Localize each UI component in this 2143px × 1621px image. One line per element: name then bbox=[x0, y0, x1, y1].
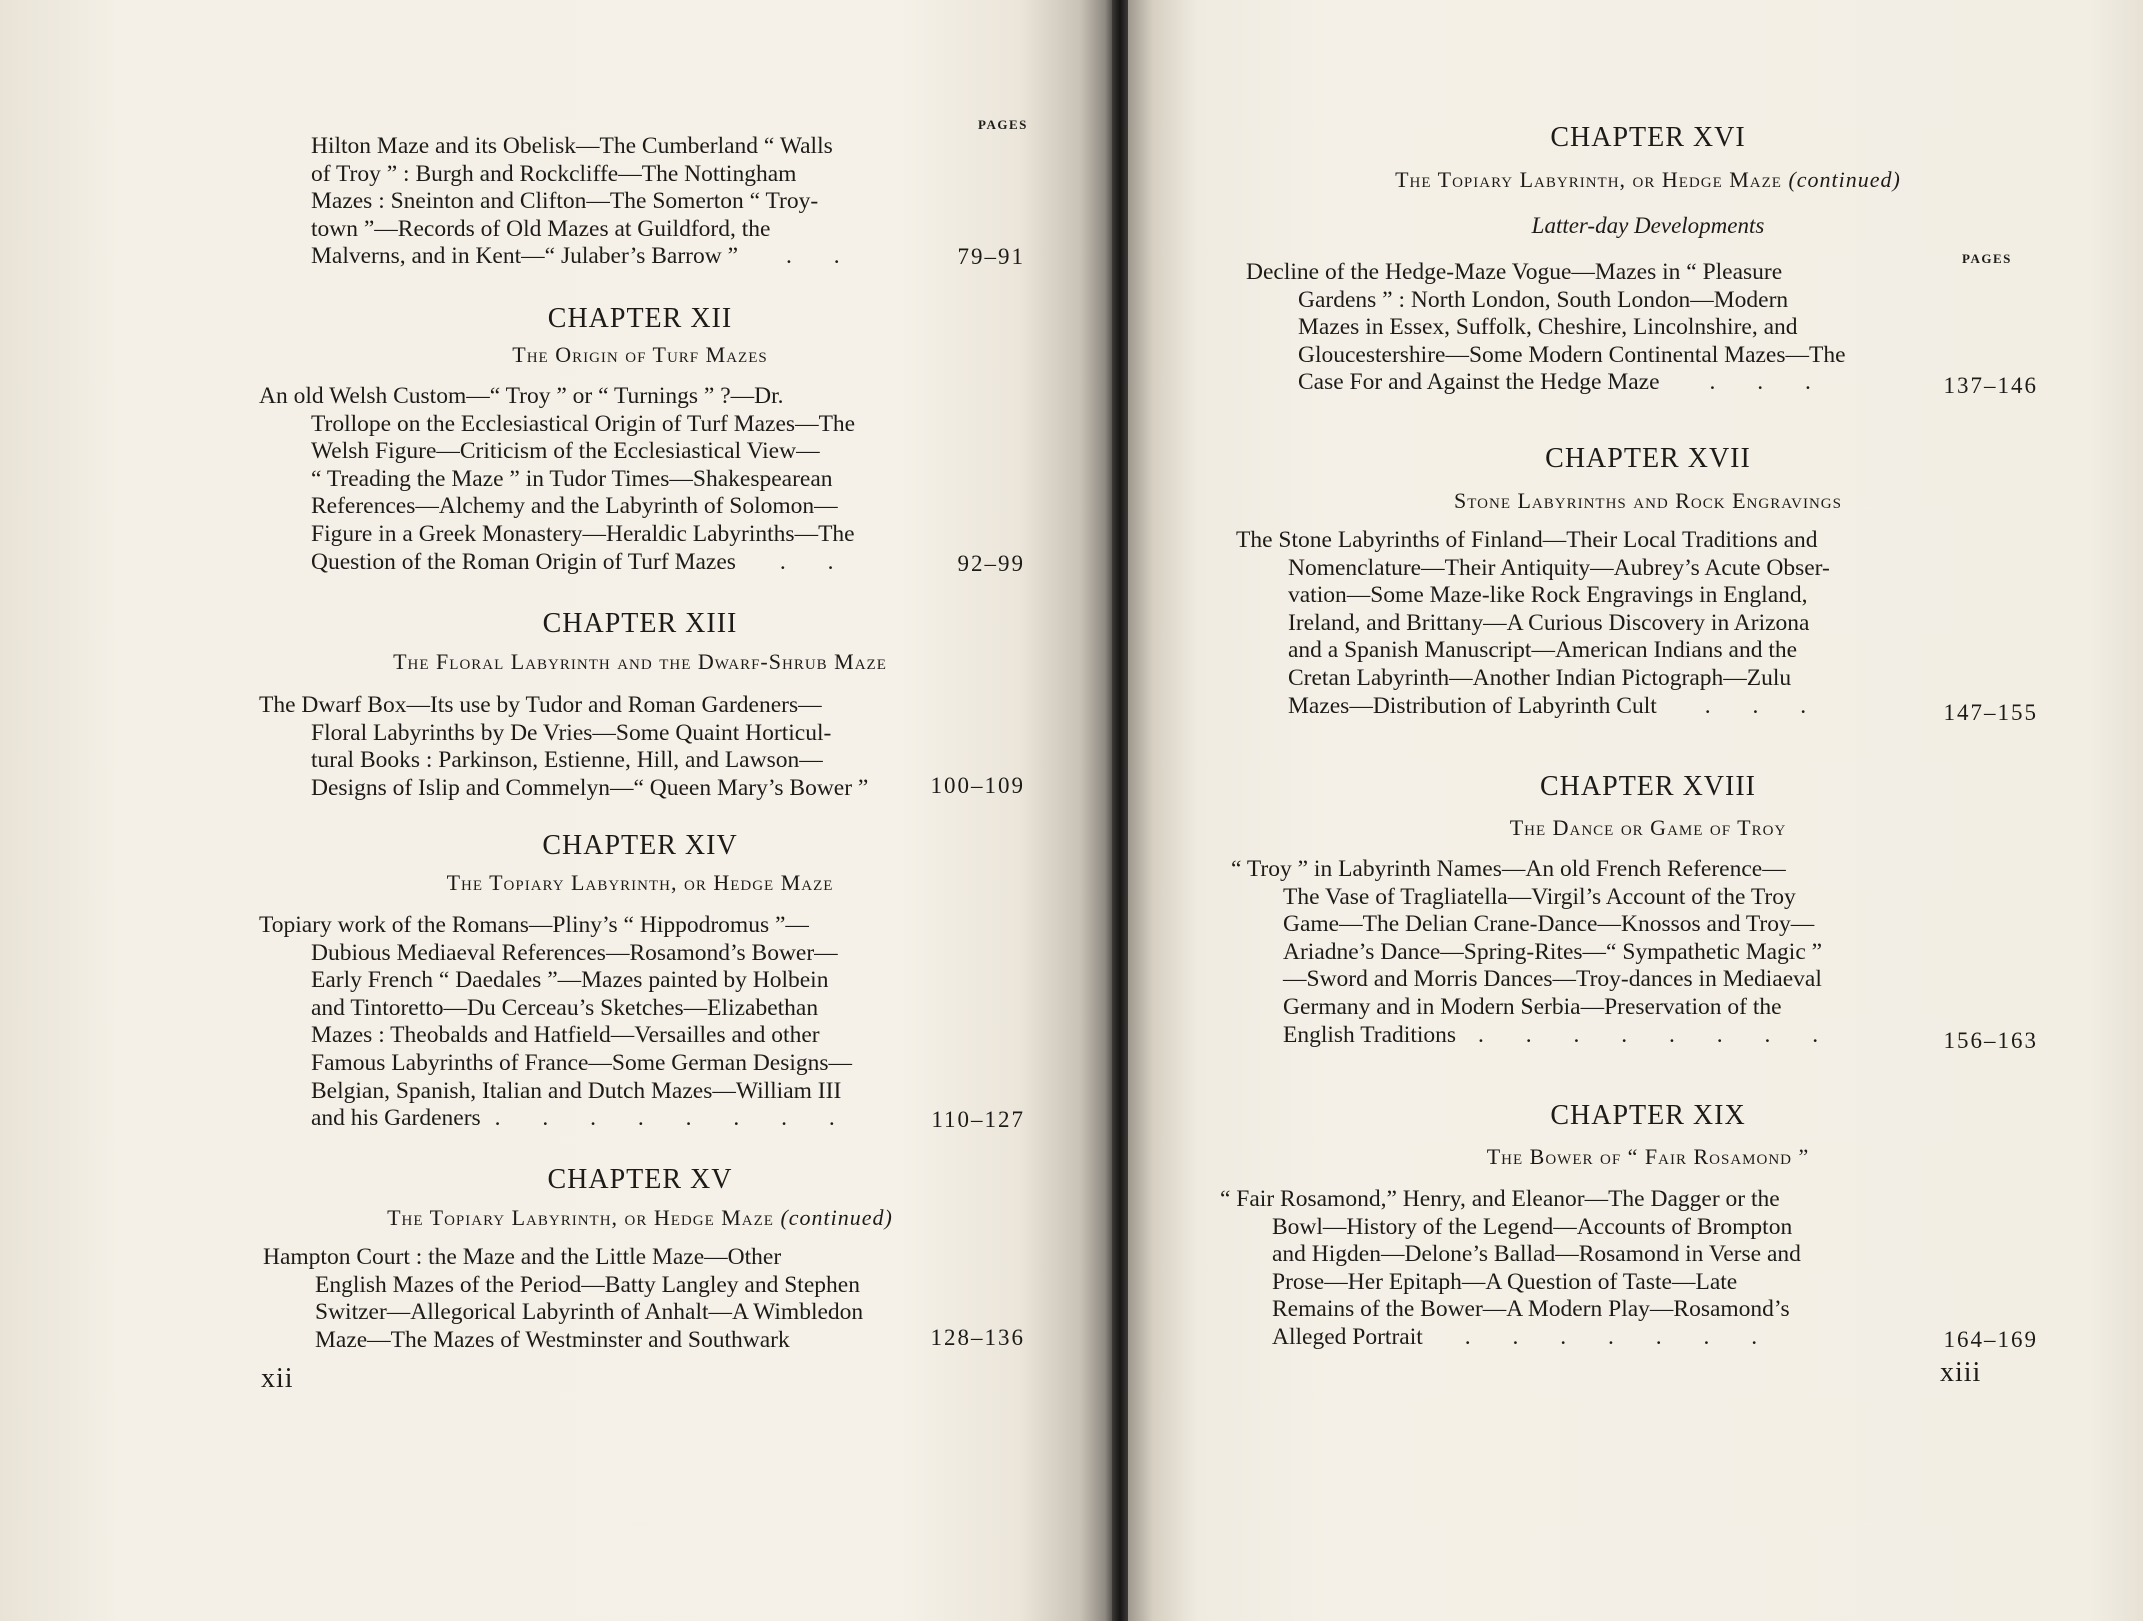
toc-line: tural Books : Parkinson, Estienne, Hill, and Lawson— bbox=[311, 747, 823, 774]
page-range: 137–146 bbox=[1943, 373, 2038, 398]
toc-line: vation—Some Maze-like Rock Engravings in England, bbox=[1288, 582, 1808, 609]
toc-line: and a Spanish Manuscript—American Indians and the bbox=[1288, 637, 1798, 664]
dot-leader: . . bbox=[779, 548, 852, 575]
page-number-folio: xiii bbox=[1940, 1357, 1982, 1388]
toc-line bbox=[259, 1105, 919, 1133]
toc-line: Floral Labyrinths by De Vries—Some Quaint Horticul- bbox=[311, 719, 832, 746]
toc-line: Hampton Court : the Maze and the Little Maze—Other bbox=[263, 1244, 782, 1270]
chapter-subtitle: The Origin of Turf Mazes bbox=[512, 342, 768, 367]
toc-line: Switzer—Allegorical Labyrinth of Anhalt—A Wimbledon bbox=[315, 1299, 864, 1326]
toc-line: Cretan Labyrinth—Another Indian Pictograph—Zulu bbox=[1288, 664, 1792, 691]
page-range: 100–109 bbox=[930, 773, 1025, 798]
chapter-subtitle: Stone Labyrinths and Rock Engravings bbox=[1454, 488, 1842, 513]
right-page bbox=[1128, 0, 2143, 1621]
chapter-heading: CHAPTER XVII bbox=[1545, 443, 1751, 474]
page-range: 79–91 bbox=[957, 244, 1025, 269]
toc-line bbox=[259, 549, 919, 577]
toc-line: Famous Labyrinths of France—Some German Designs— bbox=[311, 1049, 853, 1076]
toc-entry-chapter-19 bbox=[1220, 1186, 1900, 1352]
toc-line-text: Malverns, and in Kent—“ Julaber’s Barrow ” bbox=[311, 243, 739, 270]
toc-line bbox=[1220, 1324, 1900, 1352]
toc-line: An old Welsh Custom—“ Troy ” or “ Turnings ” ?—Dr. bbox=[259, 383, 784, 409]
book-gutter bbox=[1112, 0, 1128, 1621]
chapter-subtitle: The Floral Labyrinth and the Dwarf-Shrub Maze bbox=[393, 649, 887, 674]
toc-line: Hilton Maze and its Obelisk—The Cumberland “ Walls bbox=[311, 133, 833, 159]
toc-line: —Sword and Morris Dances—Troy-dances in Mediaeval bbox=[1283, 966, 1822, 993]
toc-line: Mazes : Theobalds and Hatfield—Versailles and other bbox=[311, 1022, 820, 1049]
chapter-subtitle bbox=[1308, 167, 1988, 193]
toc-line: “ Fair Rosamond,” Henry, and Eleanor—The Dagger or the bbox=[1220, 1186, 1780, 1212]
toc-line: Mazes in Essex, Suffolk, Cheshire, Lincolnshire, and bbox=[1298, 314, 1798, 341]
toc-line bbox=[1231, 1022, 1900, 1050]
chapter-subtitle-italic: (continued) bbox=[780, 1205, 893, 1230]
toc-line: Decline of the Hedge-Maze Vogue—Mazes in “ Pleasure bbox=[1246, 259, 1783, 285]
toc-line: References—Alchemy and the Labyrinth of Solomon— bbox=[311, 493, 838, 520]
dot-leader: . . . bbox=[1704, 692, 1825, 719]
dot-leader: . . . . . . . . bbox=[1478, 1021, 1837, 1048]
toc-entry-chapter-14 bbox=[259, 912, 919, 1133]
toc-line: Game—The Delian Crane-Dance—Knossos and Troy— bbox=[1283, 911, 1815, 938]
toc-entry-chapter-16 bbox=[1246, 259, 1900, 397]
toc-line: Dubious Mediaeval References—Rosamond’s Bower— bbox=[311, 939, 838, 966]
toc-line: The Dwarf Box—Its use by Tudor and Roman Gardeners— bbox=[259, 692, 822, 718]
chapter-heading: CHAPTER XIII bbox=[542, 608, 738, 639]
toc-line-text: Question of the Roman Origin of Turf Mazes bbox=[311, 548, 736, 575]
toc-line: Maze—The Mazes of Westminster and Southwark bbox=[315, 1326, 790, 1353]
toc-line: and Higden—Delone’s Ballad—Rosamond in Verse and bbox=[1272, 1241, 1801, 1268]
toc-line: The Stone Labyrinths of Finland—Their Local Traditions and bbox=[1236, 527, 1818, 553]
toc-line-text: Alleged Portrait bbox=[1272, 1323, 1423, 1350]
page-range: 147–155 bbox=[1943, 700, 2038, 725]
toc-entry-chapter-15 bbox=[263, 1244, 919, 1354]
toc-entry-chapter-11-continued bbox=[311, 133, 919, 271]
chapter-subtitle: The Dance or Game of Troy bbox=[1509, 815, 1787, 840]
toc-line: Trollope on the Ecclesiastical Origin of Turf Mazes—The bbox=[311, 410, 856, 437]
chapter-heading: CHAPTER XIV bbox=[542, 830, 738, 861]
page-number-folio: xii bbox=[261, 1363, 294, 1394]
chapter-heading: CHAPTER XII bbox=[547, 303, 733, 334]
toc-entry-chapter-18 bbox=[1231, 856, 1900, 1049]
toc-line-text: and his Gardeners bbox=[311, 1105, 481, 1132]
toc-line: Ariadne’s Dance—Spring-Rites—“ Sympathetic Magic ” bbox=[1283, 938, 1823, 965]
toc-line-text: Mazes—Distribution of Labyrinth Cult bbox=[1288, 692, 1657, 719]
toc-line: “ Troy ” in Labyrinth Names—An old French Reference— bbox=[1231, 856, 1786, 882]
chapter-heading: CHAPTER XVIII bbox=[1540, 771, 1756, 802]
toc-line-text: English Traditions bbox=[1283, 1021, 1457, 1048]
toc-line: Gloucestershire—Some Modern Continental Mazes—The bbox=[1298, 341, 1846, 368]
toc-line: and Tintoretto—Du Cerceau’s Sketches—Elizabethan bbox=[311, 994, 819, 1021]
dot-leader: . . bbox=[786, 243, 858, 270]
toc-line bbox=[1246, 369, 1900, 397]
toc-line bbox=[1236, 693, 1900, 721]
toc-entry-chapter-12 bbox=[259, 383, 919, 576]
chapter-subtitle: The Topiary Labyrinth, or Hedge Maze bbox=[446, 870, 834, 895]
page-range: 156–163 bbox=[1943, 1028, 2038, 1053]
dot-leader: . . . bbox=[1709, 369, 1829, 396]
chapter-subtitle-italic: (continued) bbox=[1788, 167, 1901, 192]
toc-line: English Mazes of the Period—Batty Langley and Stephen bbox=[315, 1271, 860, 1298]
toc-line: Prose—Her Epitaph—A Question of Taste—Late bbox=[1272, 1268, 1738, 1295]
toc-line bbox=[311, 243, 919, 271]
chapter-heading: CHAPTER XV bbox=[547, 1164, 733, 1195]
dot-leader: . . . . . . . . bbox=[494, 1105, 853, 1132]
toc-line: Remains of the Bower—A Modern Play—Rosamond’s bbox=[1272, 1296, 1790, 1323]
toc-line: Topiary work of the Romans—Pliny’s “ Hippodromus ”— bbox=[259, 912, 809, 938]
toc-line: Belgian, Spanish, Italian and Dutch Mazes—William III bbox=[311, 1077, 842, 1104]
toc-line: Designs of Islip and Commelyn—“ Queen Mary’s Bower ” bbox=[311, 774, 869, 801]
toc-line: town ”—Records of Old Mazes at Guildford, the bbox=[311, 215, 771, 242]
page-range: 92–99 bbox=[957, 551, 1025, 576]
toc-line: of Troy ” : Burgh and Rockcliffe—The Nottingham bbox=[311, 160, 797, 187]
chapter-heading: CHAPTER XVI bbox=[1550, 122, 1746, 153]
page-range: 128–136 bbox=[930, 1325, 1025, 1350]
page-range: 164–169 bbox=[1943, 1327, 2038, 1352]
chapter-subtitle: The Bower of “ Fair Rosamond ” bbox=[1486, 1144, 1810, 1169]
chapter-subtitle bbox=[300, 1205, 980, 1231]
toc-entry-chapter-17 bbox=[1236, 527, 1900, 720]
toc-line: Germany and in Modern Serbia—Preservation of the bbox=[1283, 993, 1782, 1020]
pages-column-label: PAGES bbox=[1962, 251, 2012, 266]
chapter-heading: CHAPTER XIX bbox=[1550, 1100, 1746, 1131]
chapter-section-subtitle: Latter-day Developments bbox=[1531, 213, 1765, 238]
toc-line: Bowl—History of the Legend—Accounts of Brompton bbox=[1272, 1213, 1793, 1240]
toc-line: “ Treading the Maze ” in Tudor Times—Shakespearean bbox=[311, 465, 833, 492]
dot-leader: . . . . . . . bbox=[1464, 1323, 1776, 1350]
toc-line: Mazes : Sneinton and Clifton—The Somerton “ Troy- bbox=[311, 188, 819, 215]
toc-line: The Vase of Tragliatella—Virgil’s Account of the Troy bbox=[1283, 883, 1796, 910]
toc-line: Gardens ” : North London, South London—Modern bbox=[1298, 286, 1789, 313]
page-range: 110–127 bbox=[931, 1107, 1025, 1132]
chapter-subtitle-text: The Topiary Labyrinth, or Hedge Maze bbox=[1395, 167, 1782, 192]
toc-line: Nomenclature—Their Antiquity—Aubrey’s Acute Obser- bbox=[1288, 554, 1830, 581]
chapter-subtitle-text: The Topiary Labyrinth, or Hedge Maze bbox=[387, 1205, 774, 1230]
toc-line: Welsh Figure—Criticism of the Ecclesiastical View— bbox=[311, 438, 820, 465]
toc-line: Figure in a Greek Monastery—Heraldic Labyrinths—The bbox=[311, 520, 855, 547]
toc-line: Early French “ Daedales ”—Mazes painted by Holbein bbox=[311, 967, 829, 994]
toc-line: Ireland, and Brittany—A Curious Discovery in Arizona bbox=[1288, 609, 1810, 636]
toc-entry-chapter-13 bbox=[259, 692, 919, 802]
toc-line-text: Case For and Against the Hedge Maze bbox=[1298, 369, 1660, 396]
pages-column-label: PAGES bbox=[978, 117, 1028, 132]
